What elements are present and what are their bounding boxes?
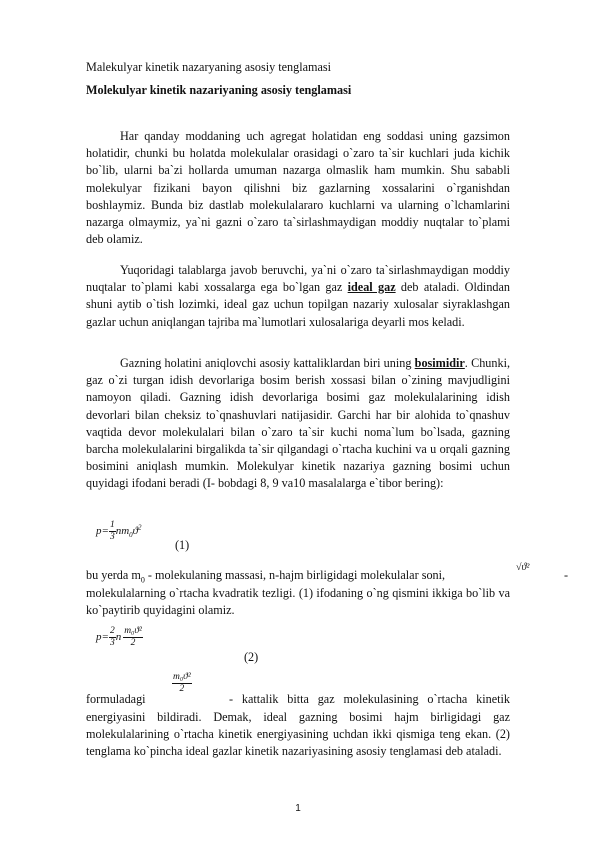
paragraph-5-line-1: - kattalik bitta gaz molekulasining o`rtacha kinetik <box>229 692 510 706</box>
term-bosimidir: bosimidir <box>414 356 465 370</box>
paragraph-4-line-1: bu yerda $m_0$ - molekulaning massasi, n-hajm birligidagi molekulalar soni, <box>86 568 446 585</box>
paragraph-4: molekulalarning o`rtacha kvadratik tezligi. (1) ifodaning o`ng qismini ikkiga bo`lib va ko`paytirib quyidagini olamiz. <box>86 586 510 618</box>
rms-velocity-symbol: √ϑ² <box>516 562 530 573</box>
paragraph-3: Gazning holatini aniqlovchi asosiy kattaliklardan biri uning bosimidir. Chunki, gaz o`zi turgan idish devorlariga bosim berish xossasi bilan o`zining mavjudligini namoyon qiladi. Gazning idish devorlariga bosimi gaz molekulalarining idish devorlari bilan cheksiz to`qnashuvlari natijasidir. Garchi har bir alohida to`qnashuv vaqtida devor molekulalari bilan o`zaro ta`sir kuchi noma`lum bo`lsada, gazning barcha molekulalarini birgalikda ta`sir qilgandagi o`rtacha kuchini va u orqali gazning bosimini aniqlash mumkin. Molekulyar kinetik nazariya gazning bosimi uchun quyidagi ifodani beradi (I- bobdagi 8, 9 va10 masalalarga e`tibor bering): <box>86 356 511 491</box>
equation-2-label: (2) <box>244 650 259 664</box>
header-line: Malekulyar kinetik nazaryaning asosiy tenglamasi <box>86 60 332 74</box>
paragraph-5: energiyasini bildiradi. Demak, ideal gazning bosimi hajm birligidagi gaz molekulalarining o`rtacha kinetik energiyasining uchdan ikki qismiga teng ekan. (2) tenglama ko`pincha ideal gazlar kinetik nazariyasining asosiy tenglamasi deb ataladi. <box>86 710 510 759</box>
page-title: Molekulyar kinetik nazariyaning asosiy tenglamasi <box>86 83 352 97</box>
paragraph-5-word: formuladagi <box>86 692 146 706</box>
page-number: 1 <box>295 803 301 814</box>
term-ideal-gaz: ideal gaz <box>347 280 396 295</box>
equation-1-label: (1) <box>175 538 190 552</box>
paragraph-2: Yuqoridagi talablarga javob beruvchi, ya`ni o`zaro ta`sirlashmaydigan moddiy nuqtalar to`plami kabi xossalarga ega bo`lgan gaz ideal gaz deb ataladi. Oldindan shuni aytib o`tish lozimki, ideal gaz uchun topilgan nazariy xulosalar siyraklashgan gazlar uchun aniqlangan tajriba ma`lumotlari xulosalariga deyarli mos keladi. <box>86 263 511 329</box>
kinetic-energy-fraction: $\frac{\text{m₀ϑ²}}{2}$ <box>173 672 191 694</box>
dash: - <box>564 568 569 582</box>
equation-2: p= $\frac{2}{3}$ n $\frac{\text{m₀ϑ²}}{2}$ <box>96 626 142 648</box>
equation-1: p= $\frac{1}{3}$ $nm_0ϑ^2$ <box>96 520 142 542</box>
paragraph-1: Har qanday moddaning uch agregat holatidan eng soddasi uning gazsimon holatidir, chunki bu holatda molekulalar orasidagi o`zaro ta`sir kuchlari juda kichik bo`lib, ularni ba`zi hollarda umuman nazarga olmaslik ham mumkin. Shu sababli molekulyar fizikani bayon qilishni biz gazlarning xossalarini o`rganishdan boshlaymiz. Bunda biz dastlab molekulalararo kuchlarni va ularning o`lchamlarini nazarga olmaymiz, ya`ni gazni o`zaro ta`sirlashmaydigan moddiy nuqtalar to`plami deb olamiz. <box>86 129 510 247</box>
